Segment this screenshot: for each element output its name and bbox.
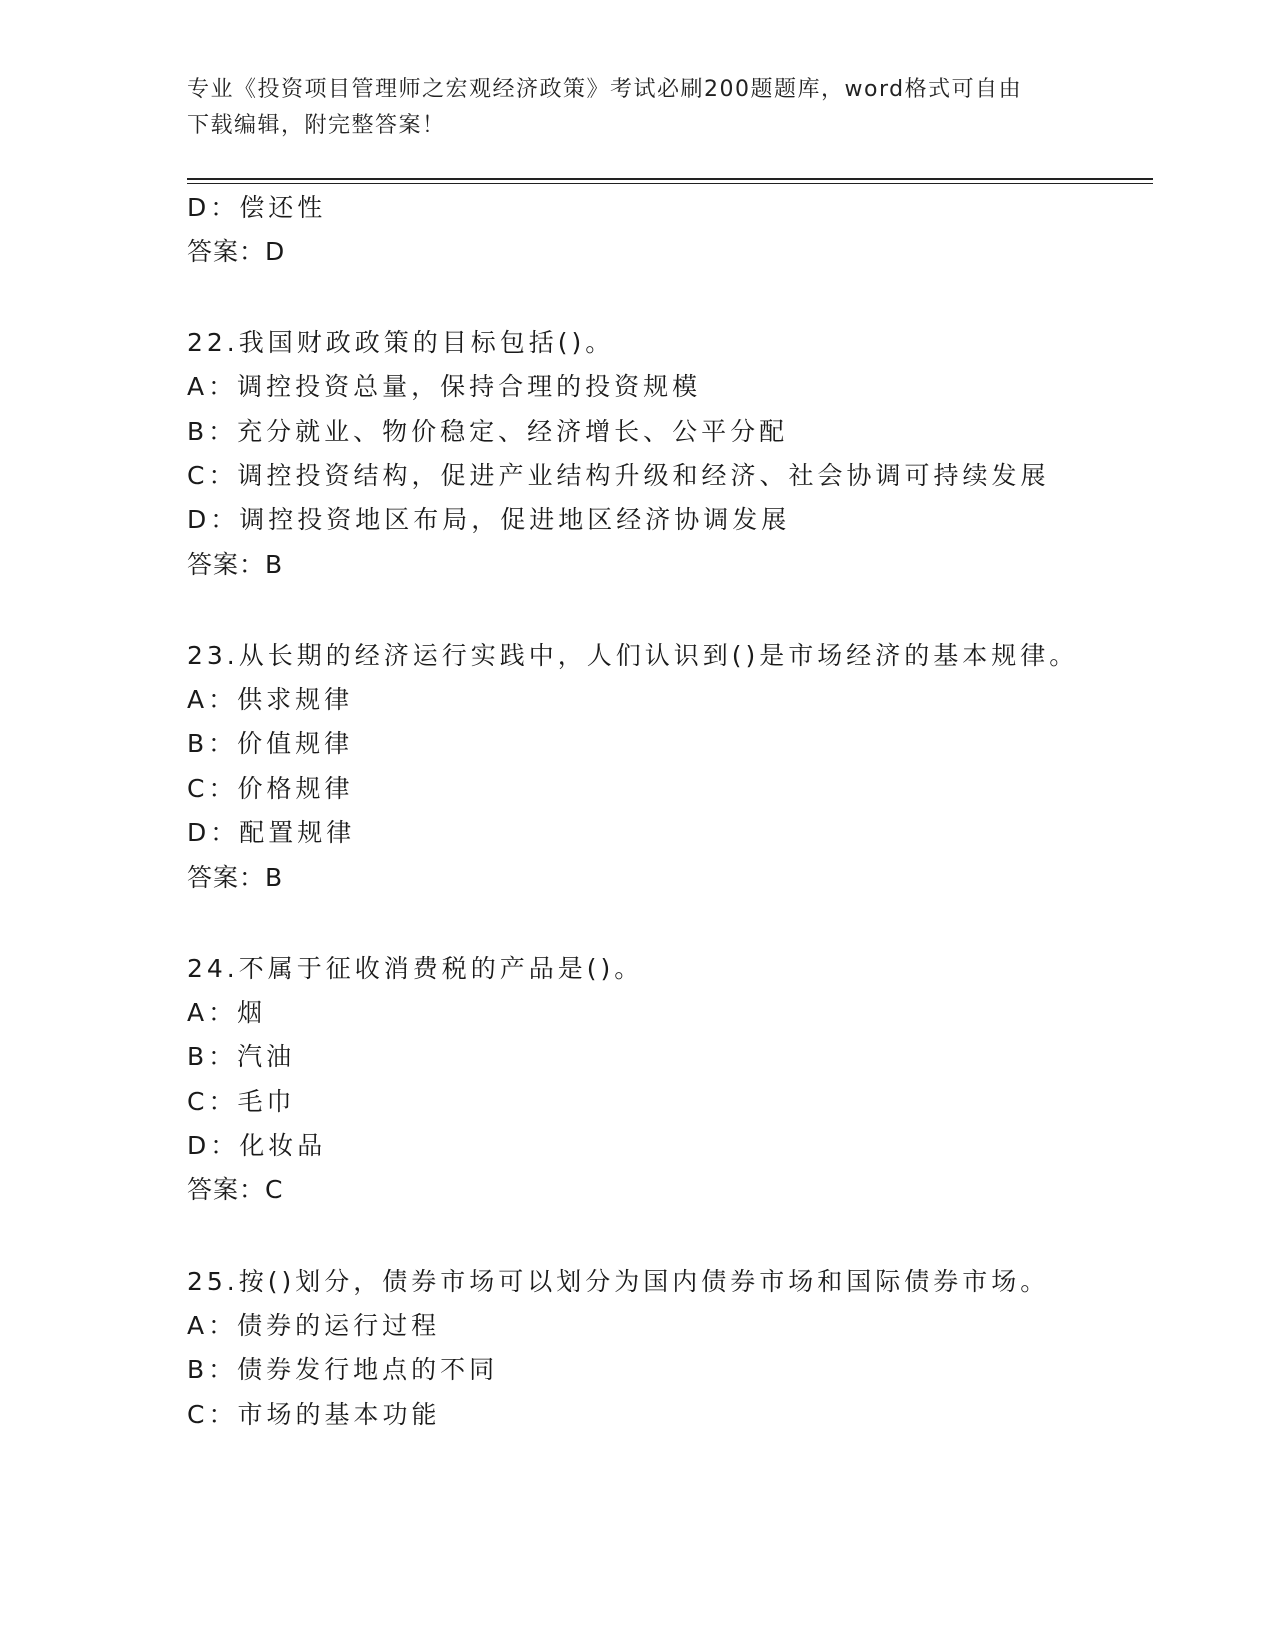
question-23-answer: 答案：B [187, 863, 284, 892]
carryover-option-d: D：偿还性 [187, 193, 327, 222]
question-25-option-b: B：债券发行地点的不同 [187, 1355, 499, 1384]
question-24-option-a: A：烟 [187, 998, 267, 1027]
header-rule-thin [187, 183, 1153, 184]
question-24-option-c: C：毛巾 [187, 1087, 296, 1116]
question-23-option-d: D：配置规律 [187, 818, 356, 847]
question-25-stem: 25.按()划分，债券市场可以划分为国内债券市场和国际债券市场。 [187, 1267, 1050, 1296]
question-25-option-a: A：债券的运行过程 [187, 1311, 441, 1340]
question-23-option-c: C：价格规律 [187, 774, 354, 803]
question-22-option-a: A：调控投资总量，保持合理的投资规模 [187, 372, 702, 401]
question-23-stem: 23.从长期的经济运行实践中，人们认识到()是市场经济的基本规律。 [187, 641, 1079, 670]
question-24-option-d: D：化妆品 [187, 1131, 327, 1160]
question-24-stem: 24.不属于征收消费税的产品是()。 [187, 954, 644, 983]
question-23-option-b: B：价值规律 [187, 729, 354, 758]
question-22-answer: 答案：B [187, 550, 284, 579]
header-rule-thick [187, 178, 1153, 180]
question-23-option-a: A：供求规律 [187, 685, 354, 714]
question-24-answer: 答案：C [187, 1175, 284, 1204]
question-22-stem: 22.我国财政政策的目标包括()。 [187, 328, 615, 357]
header-line-2: 下载编辑，附完整答案！ [187, 113, 446, 138]
question-22-option-d: D：调控投资地区布局，促进地区经济协调发展 [187, 505, 791, 534]
question-22-option-c: C：调控投资结构，促进产业结构升级和经济、社会协调可持续发展 [187, 461, 1050, 490]
document-header [187, 72, 1087, 144]
question-25-option-c: C：市场的基本功能 [187, 1400, 441, 1429]
question-24-option-b: B：汽油 [187, 1042, 296, 1071]
carryover-answer: 答案：D [187, 237, 286, 266]
header-line-1: 专业《投资项目管理师之宏观经济政策》考试必刷200题题库，word格式可自由 [187, 77, 1023, 102]
question-22-option-b: B：充分就业、物价稳定、经济增长、公平分配 [187, 417, 789, 446]
